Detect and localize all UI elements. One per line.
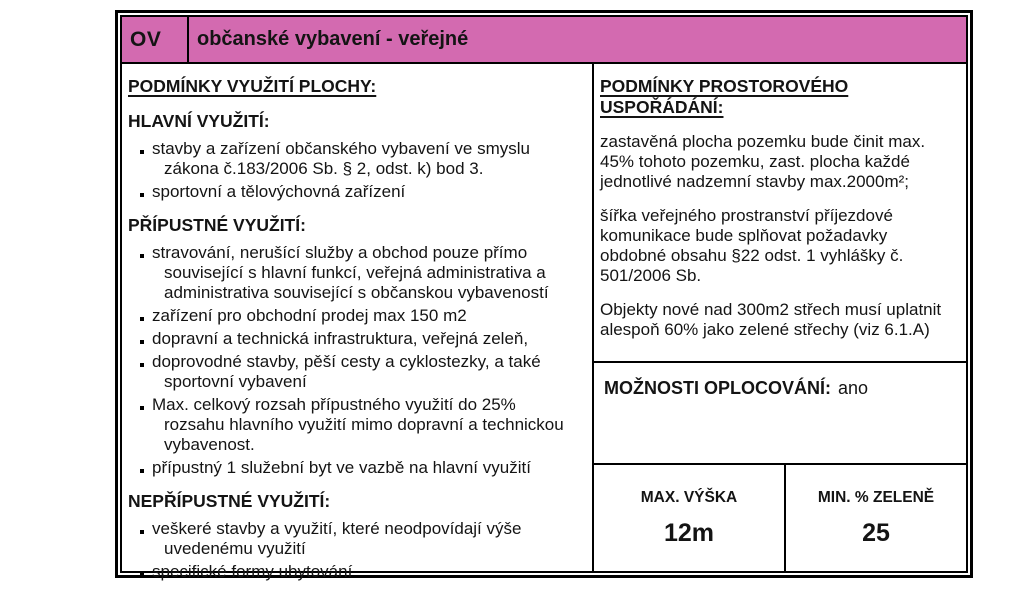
list-item-text: Max. celkový rozsah přípustného využití do 25% rozsahu hlavního využití mimo dopravní a technickou vybavenost. xyxy=(152,395,564,454)
list-item-text: přípustný 1 služební byt ve vazbě na hlavní využití xyxy=(152,458,531,477)
fencing-cell xyxy=(594,363,966,463)
main-use-heading: HLAVNÍ VYUŽITÍ: xyxy=(128,111,270,131)
land-use-conditions-panel xyxy=(122,64,592,581)
bullet-square-icon xyxy=(140,573,144,577)
spatial-paragraph: Objekty nové nad 300m2 střech musí uplatnit alespoň 60% jako zelené střechy (viz 6.1.A) xyxy=(600,300,942,339)
fencing-label: MOŽNOSTI OPLOCOVÁNÍ: xyxy=(604,378,831,398)
main-use-list xyxy=(128,139,568,202)
min-green-label: MIN. % ZELENĚ xyxy=(817,488,935,506)
list-item-text: zařízení pro obchodní prodej max 150 m2 xyxy=(152,306,467,325)
list-item xyxy=(128,395,568,455)
spatial-paragraph: šířka veřejného prostranství příjezdové komunikace bude splňovat požadavky obdobné obsahu §22 odst. 1 vyhlášky č. 501/2006 Sb. xyxy=(600,206,904,285)
list-item xyxy=(128,182,568,202)
max-height-label: MAX. VÝŠKA xyxy=(640,488,738,506)
bullet-square-icon xyxy=(140,363,144,367)
zone-code: OV xyxy=(130,27,162,51)
impermissible-use-list xyxy=(128,519,568,582)
list-item xyxy=(128,352,568,392)
max-height-value: 12m xyxy=(663,518,715,547)
impermissible-use-heading: NEPŘÍPUSTNÉ VYUŽITÍ: xyxy=(128,491,331,511)
list-item-text: veškeré stavby a využití, které neodpovídají výše uvedenému využití xyxy=(152,519,522,558)
list-item xyxy=(128,139,568,179)
bullet-square-icon xyxy=(140,340,144,344)
list-item xyxy=(128,243,568,303)
permissible-use-list xyxy=(128,243,568,478)
zoning-card-grid xyxy=(120,15,968,581)
bullet-square-icon xyxy=(140,254,144,258)
fencing-line xyxy=(604,377,956,399)
list-item xyxy=(128,329,568,349)
list-item xyxy=(128,562,568,582)
bullet-square-icon xyxy=(140,530,144,534)
list-item-text: sportovní a tělovýchovná zařízení xyxy=(152,182,406,201)
list-item xyxy=(128,519,568,559)
bullet-square-icon xyxy=(140,193,144,197)
zone-code-cell xyxy=(122,17,187,62)
bullet-square-icon xyxy=(140,150,144,154)
bullet-square-icon xyxy=(140,406,144,410)
spatial-conditions-panel xyxy=(594,64,966,361)
spatial-panel-title: PODMÍNKY PROSTOROVÉHO USPOŘÁDÁNÍ: xyxy=(600,76,849,117)
permissible-use-heading: PŘÍPUSTNÉ VYUŽITÍ: xyxy=(128,215,306,235)
zone-title: občanské vybavení - veřejné xyxy=(197,28,469,50)
min-green-cell xyxy=(786,465,966,571)
max-height-cell xyxy=(594,465,784,571)
list-item xyxy=(128,306,568,326)
fencing-value: ano xyxy=(838,378,869,398)
bullet-square-icon xyxy=(140,317,144,321)
zoning-card-table xyxy=(115,10,973,581)
list-item-text: specifické formy ubytování xyxy=(152,562,353,581)
list-item-text: dopravní a technická infrastruktura, veřejná zeleň, xyxy=(152,329,529,348)
land-use-panel-title: PODMÍNKY VYUŽITÍ PLOCHY: xyxy=(128,76,377,96)
list-item-text: stravování, nerušící služby a obchod pouze přímo související s hlavní funkcí, veřejná administrativa a administrativa související s občanskou vybaveností xyxy=(152,243,549,302)
min-green-value: 25 xyxy=(862,518,890,547)
list-item-text: doprovodné stavby, pěší cesty a cyklostezky, a také sportovní vybavení xyxy=(152,352,541,391)
list-item-text: stavby a zařízení občanského vybavení ve smyslu zákona č.183/2006 Sb. § 2, odst. k) bod 3. xyxy=(152,139,530,178)
spatial-paragraph: zastavěná plocha pozemku bude činit max. 45% tohoto pozemku, zast. plocha každé jednotlivé nadzemní stavby max.2000m²; xyxy=(600,132,926,191)
zone-title-cell xyxy=(189,17,966,62)
bullet-square-icon xyxy=(140,469,144,473)
list-item xyxy=(128,458,568,478)
